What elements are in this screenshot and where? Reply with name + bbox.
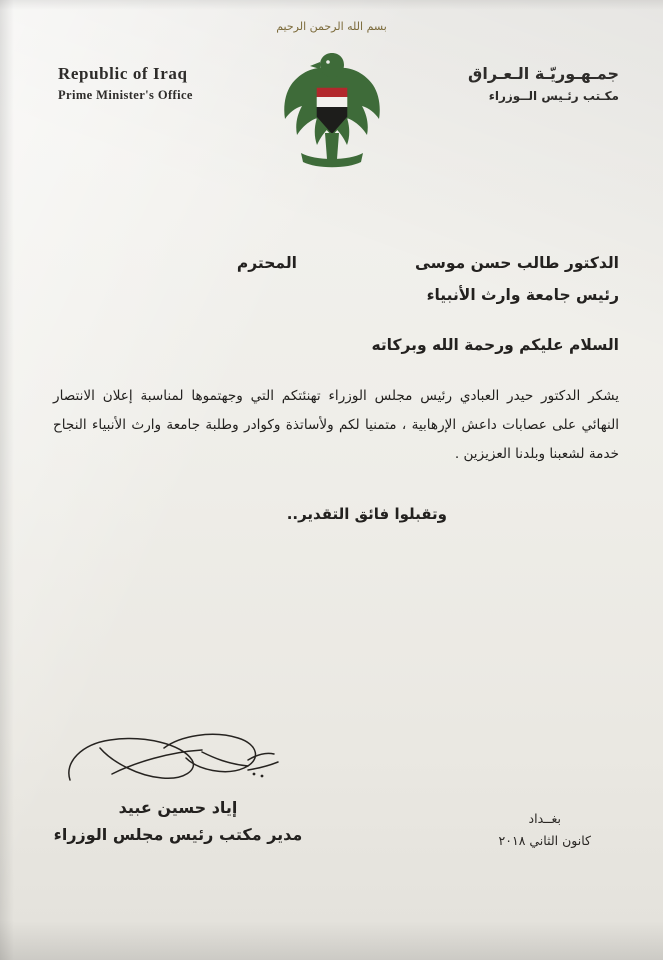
signer-name: إياد حسين عبيد xyxy=(118,798,238,817)
letterhead-english-line2: Prime Minister's Office xyxy=(58,88,193,102)
letterhead-english xyxy=(58,64,193,103)
emblem-block xyxy=(267,20,397,180)
addressee-name: الدكتور طالب حسن موسى xyxy=(414,254,619,272)
letterhead-arabic-line1: جمـهـوريّـة الـعـراق xyxy=(468,64,619,83)
letterhead-english-line1: Republic of Iraq xyxy=(58,64,188,83)
letter-body xyxy=(53,382,619,469)
signer-role: مدير مكتب رئيس مجلس الوزراء xyxy=(53,825,303,844)
addressee-block xyxy=(59,248,619,310)
handwritten-signature xyxy=(52,718,322,808)
signer-block xyxy=(44,798,312,844)
iraq-eagle-of-saladin-emblem-icon xyxy=(267,35,397,175)
closing-line: وتقبلوا فائق التقدير.. xyxy=(286,505,447,523)
letterhead-arabic-line2: مكـتب رئـيس الــوزراء xyxy=(488,89,619,103)
date-city: بغــداد xyxy=(528,811,561,826)
greeting-line: السلام عليكم ورحمة الله وبركاته xyxy=(371,336,619,354)
letter-body-paragraph: يشكر الدكتور حيدر العبادي رئيس مجلس الوزراء تهنئتكم التي وجهتموها لمناسبة إعلان الانتصار النهائي على عصابات داعش الإرهابية ، متمنيا لكم ولأساتذة وكوادر وطلبة جامعة وارث الأنبياء النجاح خدمة لشعبنا وبلدنا العزيزين . xyxy=(53,388,619,462)
addressee-honorific: المحترم xyxy=(236,254,297,272)
addressee-title: رئيس جامعة وارث الأنبياء xyxy=(426,286,619,304)
letterhead xyxy=(0,20,663,168)
paper-edge-shadow-bottom xyxy=(0,920,663,960)
date-value: كانون الثاني ٢٠١٨ xyxy=(498,833,591,848)
letterhead-arabic xyxy=(468,64,619,103)
paper-edge-shadow-top xyxy=(0,0,663,10)
basmala-calligraphy: بسم الله الرحمن الرحيم xyxy=(276,20,387,33)
date-block xyxy=(499,808,591,852)
